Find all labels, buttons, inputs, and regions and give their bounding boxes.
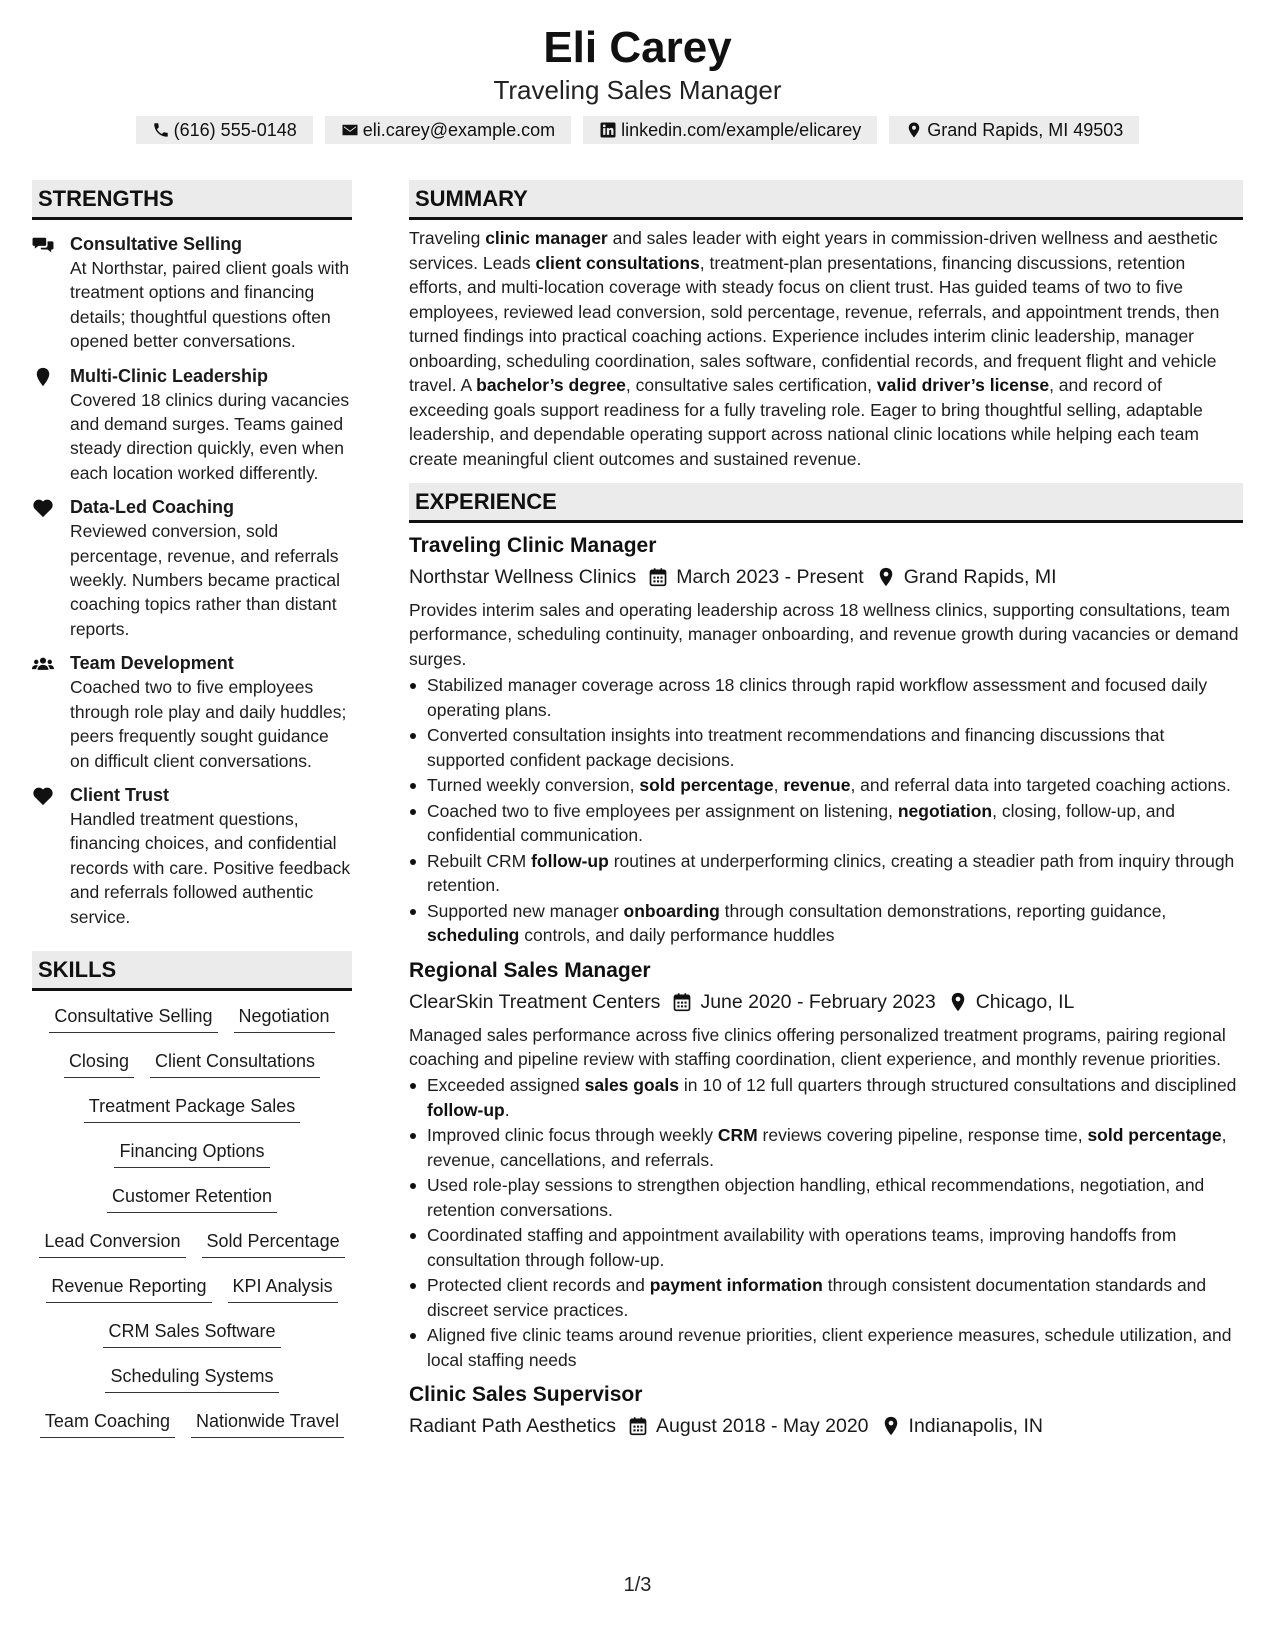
skill-tag: Lead Conversion bbox=[39, 1228, 185, 1258]
experience-list bbox=[409, 531, 1243, 1441]
strength-text: At Northstar, paired client goals with treatment options and financing details; thoughtful questions often opened better conversations. bbox=[70, 258, 350, 352]
bullet-segment: Converted consultation insights into treatment recommendations and financing discussions that supported confident package decisions. bbox=[427, 725, 1165, 770]
skill-row bbox=[32, 1093, 352, 1138]
skill-row bbox=[32, 1048, 352, 1093]
skill-tag: Consultative Selling bbox=[49, 1003, 217, 1033]
skill-tag: Revenue Reporting bbox=[46, 1273, 211, 1303]
job-dates: June 2020 - February 2023 bbox=[700, 990, 936, 1013]
job-location: Indianapolis, IN bbox=[908, 1415, 1043, 1438]
job-bullet bbox=[409, 773, 1243, 797]
calendar-icon bbox=[648, 567, 668, 587]
strength-item bbox=[32, 232, 352, 354]
skill-row bbox=[32, 1273, 352, 1318]
strength-item bbox=[32, 495, 352, 641]
heart-icon bbox=[32, 498, 54, 518]
job-bullet bbox=[409, 1073, 1243, 1122]
skills-heading: SKILLS bbox=[32, 951, 352, 991]
skill-tag: Negotiation bbox=[234, 1003, 335, 1033]
bullet-segment: controls, and daily performance huddles bbox=[519, 925, 835, 946]
page-number: 1/3 bbox=[623, 1574, 652, 1596]
contact-phone-text: (616) 555-0148 bbox=[173, 120, 297, 140]
bullet-keyword: onboarding bbox=[623, 900, 720, 921]
summary-keyword: clinic manager bbox=[485, 228, 608, 248]
job-title: Regional Sales Manager bbox=[409, 958, 651, 982]
contact-email[interactable] bbox=[325, 116, 571, 144]
job-entry bbox=[409, 1380, 1243, 1441]
strength-title: Data-Led Coaching bbox=[70, 497, 235, 518]
skill-tag: Customer Retention bbox=[107, 1183, 277, 1213]
skill-tag: Closing bbox=[64, 1048, 134, 1078]
summary-segment: Traveling bbox=[409, 228, 486, 248]
strength-text: Coached two to five employees through role play and daily huddles; peers frequently sought guidance on difficult client conversations. bbox=[70, 677, 347, 771]
strength-title: Team Development bbox=[70, 653, 234, 674]
job-company: Radiant Path Aesthetics bbox=[409, 1415, 617, 1438]
job-location: Chicago, IL bbox=[975, 990, 1075, 1013]
skill-tag: Sold Percentage bbox=[202, 1228, 345, 1258]
contact-bar bbox=[0, 116, 1275, 144]
bullet-segment: routines at underperforming clinics, creating a steadier path from inquiry through retention. bbox=[427, 850, 1235, 896]
job-location: Grand Rapids, MI bbox=[903, 566, 1057, 588]
users-icon bbox=[32, 654, 54, 674]
job-bullets bbox=[409, 673, 1243, 947]
job-bullets bbox=[409, 1073, 1243, 1372]
bullet-keyword: scheduling bbox=[427, 925, 520, 946]
bullet-keyword: follow-up bbox=[531, 850, 609, 871]
calendar-icon bbox=[672, 992, 692, 1012]
bullet-segment: Exceeded assigned bbox=[427, 1075, 585, 1096]
bullet-segment: Coached two to five employees per assignment on listening, bbox=[427, 800, 898, 821]
map-pin-icon bbox=[881, 1416, 901, 1436]
experience-heading: EXPERIENCE bbox=[409, 483, 1243, 523]
candidate-name: Eli Carey bbox=[543, 23, 732, 72]
summary-segment: and sales leader with eight years in commission-driven wellness and aesthetic services. Leads bbox=[409, 228, 1218, 273]
bullet-segment: , revenue, cancellations, and referrals. bbox=[427, 1125, 1227, 1170]
summary-text bbox=[409, 226, 1243, 471]
contact-location-text: Grand Rapids, MI 49503 bbox=[927, 120, 1124, 140]
contact-linkedin[interactable] bbox=[583, 116, 877, 144]
envelope-icon bbox=[341, 121, 359, 139]
strength-text: Handled treatment questions, financing choices, and confidential records with care. Positive feedback and referrals followed authentic service. bbox=[70, 808, 351, 927]
strength-item bbox=[32, 783, 352, 929]
strength-title: Client Trust bbox=[70, 784, 170, 805]
job-bullet bbox=[409, 1323, 1243, 1372]
bullet-segment: in 10 of 12 full quarters through structured consultations and disciplined bbox=[679, 1075, 1237, 1096]
bullet-segment: Improved clinic focus through weekly bbox=[427, 1125, 718, 1146]
job-company: Northstar Wellness Clinics bbox=[409, 566, 637, 588]
skill-row bbox=[32, 1228, 352, 1273]
job-bullet bbox=[409, 1223, 1243, 1272]
job-bullet bbox=[409, 849, 1243, 898]
job-bullet bbox=[409, 723, 1243, 772]
bullet-segment: Rebuilt CRM bbox=[427, 850, 532, 871]
skill-row bbox=[32, 1183, 352, 1228]
bullet-keyword: sold percentage bbox=[1087, 1125, 1222, 1146]
job-dates: August 2018 - May 2020 bbox=[656, 1415, 869, 1438]
strength-text: Covered 18 clinics during vacancies and demand surges. Teams gained steady direction quickly, even when each location worked differently. bbox=[70, 389, 350, 483]
map-pin-icon bbox=[32, 367, 54, 387]
skill-tag: KPI Analysis bbox=[228, 1273, 338, 1303]
bullet-segment: , closing, follow-up, and confidential communication. bbox=[427, 800, 1176, 846]
bullet-segment: Used role-play sessions to strengthen objection handling, ethical recommendations, negotiation, and retention conversations. bbox=[427, 1175, 1205, 1220]
summary-heading: SUMMARY bbox=[409, 180, 1243, 220]
right-column bbox=[409, 180, 1243, 1441]
skill-tag: Financing Options bbox=[114, 1138, 269, 1168]
summary-keyword: client consultations bbox=[535, 252, 700, 273]
bullet-keyword: follow-up bbox=[427, 1099, 505, 1120]
summary-segment: , treatment-plan presentations, financing discussions, retention efforts, and multi-location coverage with steady focus on client trust. Has guided teams of two to five employees, reviewed lead conversion, sold percentage, revenue, referrals, and appointment trends, then turned findings into practical coaching actions. Experience includes interim clinic leadership, manager onboarding, scheduling coordination, sales software, confidential records, and frequent flight and vehicle travel. A bbox=[409, 252, 1220, 395]
job-meta bbox=[409, 987, 1243, 1017]
job-bullet bbox=[409, 1173, 1243, 1222]
contact-email-text: eli.carey@example.com bbox=[362, 120, 556, 140]
bullet-keyword: sales goals bbox=[584, 1075, 679, 1096]
summary-segment: , and record of exceeding goals support readiness for a fully traveling role. Eager to bring thoughtful selling, adaptable leadership, and dependable operating support across national clinic locations while helping each team create meaningful client outcomes and sustained revenue. bbox=[409, 375, 1203, 469]
job-title: Clinic Sales Supervisor bbox=[409, 1383, 643, 1407]
calendar-icon bbox=[628, 1416, 648, 1436]
skill-row bbox=[32, 1318, 352, 1363]
skill-row bbox=[32, 1408, 352, 1453]
contact-linkedin-text: linkedin.com/example/elicarey bbox=[621, 120, 862, 140]
bullet-keyword: sold percentage bbox=[639, 775, 774, 796]
strengths-heading: STRENGTHS bbox=[32, 180, 352, 220]
skill-tag: Team Coaching bbox=[40, 1408, 175, 1438]
job-entry bbox=[409, 956, 1243, 1373]
heart-icon bbox=[32, 786, 54, 806]
job-title: Traveling Clinic Manager bbox=[409, 534, 657, 557]
strength-text: Reviewed conversion, sold percentage, revenue, and referrals weekly. Numbers became practical coaching topics rather than distant reports. bbox=[70, 521, 341, 639]
bullet-segment: Turned weekly conversion, bbox=[427, 775, 640, 796]
comments-icon bbox=[32, 235, 54, 255]
resume-header bbox=[0, 22, 1275, 144]
job-description: Provides interim sales and operating leadership across 18 wellness clinics, supporting consultations, team performance, scheduling continuity, manager onboarding, and revenue growth during vacancies or demand surges. bbox=[409, 600, 1239, 669]
bullet-segment: , and referral data into targeted coaching actions. bbox=[850, 775, 1231, 796]
strength-item bbox=[32, 651, 352, 773]
bullet-segment: reviews covering pipeline, response time, bbox=[757, 1125, 1088, 1146]
contact-phone[interactable] bbox=[136, 116, 313, 144]
strength-item bbox=[32, 364, 352, 486]
job-bullet bbox=[409, 799, 1243, 848]
job-dates: March 2023 - Present bbox=[676, 566, 864, 588]
skills-list bbox=[32, 1003, 352, 1453]
phone-icon bbox=[152, 121, 170, 139]
summary-segment: , consultative sales certification, bbox=[625, 375, 877, 395]
job-bullet bbox=[409, 1123, 1243, 1172]
bullet-segment: through consistent documentation standards and discreet service practices. bbox=[427, 1275, 1207, 1320]
job-entry bbox=[409, 531, 1243, 948]
skill-row bbox=[32, 1003, 352, 1048]
skill-tag: CRM Sales Software bbox=[103, 1318, 280, 1348]
skill-row bbox=[32, 1363, 352, 1408]
bullet-segment: Supported new manager bbox=[427, 900, 624, 921]
bullet-segment: . bbox=[504, 1099, 510, 1120]
map-pin-icon bbox=[905, 121, 923, 139]
bullet-segment: through consultation demonstrations, reporting guidance, bbox=[719, 900, 1167, 921]
job-company: ClearSkin Treatment Centers bbox=[409, 990, 661, 1013]
contact-location bbox=[889, 116, 1139, 144]
skill-row bbox=[32, 1138, 352, 1183]
strength-title: Multi-Clinic Leadership bbox=[70, 365, 269, 386]
job-bullet bbox=[409, 899, 1243, 948]
summary-keyword: valid driver’s license bbox=[876, 375, 1050, 395]
bullet-segment: , bbox=[773, 775, 784, 796]
job-bullet bbox=[409, 673, 1243, 722]
skill-tag: Client Consultations bbox=[150, 1048, 320, 1078]
bullet-segment: Aligned five clinic teams around revenue priorities, client experience measures, schedule utilization, and local staffing needs bbox=[427, 1325, 1232, 1370]
job-meta bbox=[409, 1411, 1243, 1441]
bullet-segment: Stabilized manager coverage across 18 clinics through rapid workflow assessment and focused daily operating plans. bbox=[427, 675, 1208, 720]
map-pin-icon bbox=[948, 992, 968, 1012]
strengths-list bbox=[32, 220, 352, 929]
bullet-segment: Protected client records and bbox=[427, 1275, 650, 1296]
linkedin-icon bbox=[599, 121, 617, 139]
summary-keyword: bachelor’s degree bbox=[476, 375, 626, 395]
job-description: Managed sales performance across five clinics offering personalized treatment programs, pairing regional coaching and pipeline review with staffing coordination, client experience, and monthly revenue priorities. bbox=[409, 1024, 1226, 1070]
bullet-segment: Coordinated staffing and appointment availability with operations teams, improving handoffs from consultation through follow-up. bbox=[427, 1225, 1177, 1270]
left-column bbox=[32, 180, 352, 1453]
bullet-keyword: CRM bbox=[717, 1125, 758, 1146]
bullet-keyword: payment information bbox=[649, 1275, 823, 1296]
skill-tag: Treatment Package Sales bbox=[84, 1093, 300, 1123]
strength-title: Consultative Selling bbox=[70, 234, 243, 254]
job-meta bbox=[409, 562, 1243, 592]
job-bullet bbox=[409, 1273, 1243, 1322]
candidate-title: Traveling Sales Manager bbox=[493, 75, 782, 105]
bullet-keyword: revenue bbox=[783, 775, 851, 796]
bullet-keyword: negotiation bbox=[897, 800, 993, 821]
skill-tag: Scheduling Systems bbox=[105, 1363, 278, 1393]
map-pin-icon bbox=[876, 567, 896, 587]
skill-tag: Nationwide Travel bbox=[191, 1408, 344, 1438]
